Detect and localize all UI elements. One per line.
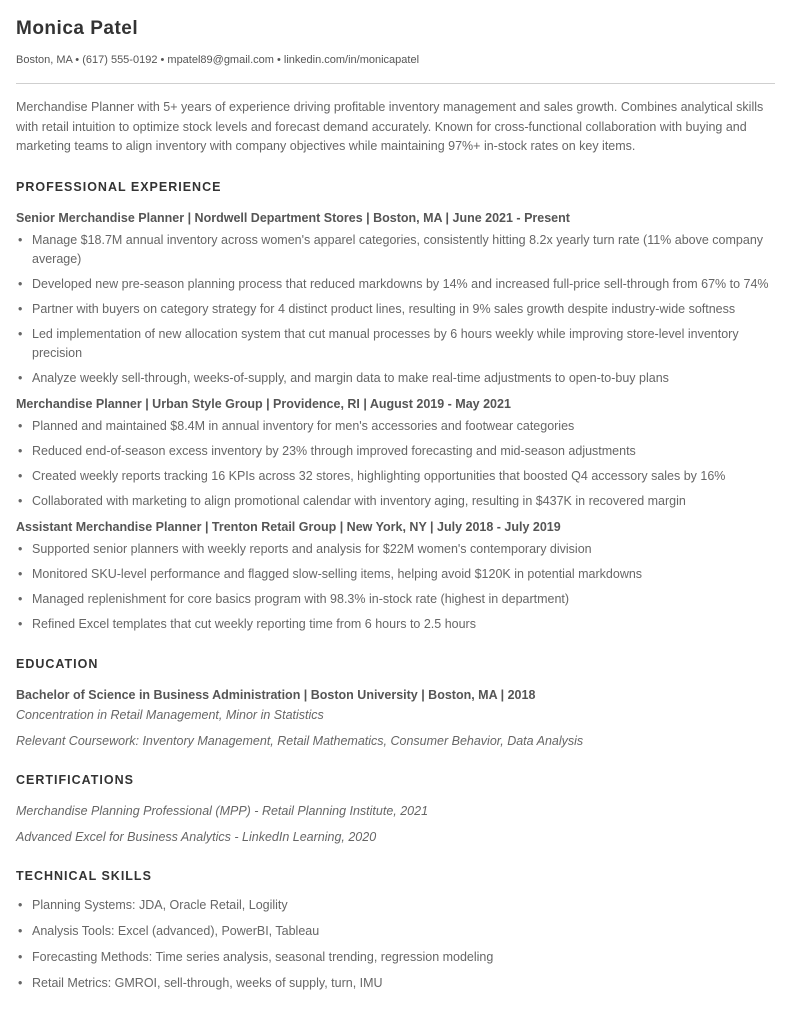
job-bullets — [16, 231, 775, 388]
education-heading: EDUCATION — [16, 656, 99, 671]
skill-item: • Forecasting Methods: Time series analysis, seasonal trending, regression modeling — [18, 949, 494, 964]
bullet-item: • Managed replenishment for core basics program with 98.3% in-stock rate (highest in department) — [18, 591, 570, 606]
job-title: Assistant Merchandise Planner | Trenton Retail Group | New York, NY | July 2018 - July 2019 — [16, 519, 561, 534]
skill-item: • Planning Systems: JDA, Oracle Retail, Logility — [18, 897, 288, 912]
bullet-item: • Partner with buyers on category strategy for 4 distinct product lines, resulting in 9% sales growth despite industry-wide softness — [18, 301, 736, 316]
degree-line: Bachelor of Science in Business Administration | Boston University | Boston, MA | 2018 — [16, 687, 536, 702]
bullet-item: • Reduced end-of-season excess inventory by 23% through improved forecasting and mid-season adjustments — [18, 443, 636, 458]
job-bullets — [16, 417, 775, 511]
bullet-item: • Led implementation of new allocation system that cut manual processes by 6 hours weekly while improving store-level inventory precision — [18, 326, 739, 360]
job-title: Merchandise Planner | Urban Style Group | Providence, RI | August 2019 - May 2021 — [16, 396, 511, 411]
certifications-heading: CERTIFICATIONS — [16, 772, 134, 787]
skill-item: • Retail Metrics: GMROI, sell-through, weeks of supply, turn, IMU — [18, 975, 383, 990]
bullet-item: • Developed new pre-season planning process that reduced markdowns by 14% and increased full-price sell-through from 67% to 74% — [18, 276, 769, 291]
bullet-item: • Manage $18.7M annual inventory across women's apparel categories, consistently hitting 8.2x yearly turn rate (11% above company average) — [18, 232, 764, 266]
bullet-item: • Analyze weekly sell-through, weeks-of-supply, and margin data to make real-time adjustments to open-to-buy plans — [18, 370, 669, 385]
certification-item: Merchandise Planning Professional (MPP) - Retail Planning Institute, 2021 — [16, 803, 429, 818]
header-divider — [16, 83, 775, 84]
bullet-item: • Supported senior planners with weekly reports and analysis for $22M women's contemporary division — [18, 541, 592, 556]
skill-item: • Analysis Tools: Excel (advanced), PowerBI, Tableau — [18, 923, 320, 938]
coursework-line: Relevant Coursework: Inventory Management, Retail Mathematics, Consumer Behavior, Data Analysis — [16, 733, 584, 748]
bullet-item: • Monitored SKU-level performance and flagged slow-selling items, helping avoid $120K in potential markdowns — [18, 566, 643, 581]
bullet-item: • Refined Excel templates that cut weekly reporting time from 6 hours to 2.5 hours — [18, 616, 476, 631]
bullet-item: • Planned and maintained $8.4M in annual inventory for men's accessories and footwear categories — [18, 418, 575, 433]
skills-heading: TECHNICAL SKILLS — [16, 868, 152, 883]
experience-heading: PROFESSIONAL EXPERIENCE — [16, 179, 222, 194]
job-bullets — [16, 540, 775, 634]
certification-item: Advanced Excel for Business Analytics - LinkedIn Learning, 2020 — [16, 829, 377, 844]
skills-bullets — [16, 896, 775, 993]
candidate-name: Monica Patel — [16, 18, 139, 39]
job-title: Senior Merchandise Planner | Nordwell Department Stores | Boston, MA | June 2021 - Present — [16, 210, 570, 225]
contact-info: Boston, MA • (617) 555-0192 • mpatel89@gmail.com • linkedin.com/in/monicapatel — [16, 54, 420, 66]
bullet-item: • Collaborated with marketing to align promotional calendar with inventory aging, resulting in $437K in recovered margin — [18, 493, 686, 508]
concentration-line: Concentration in Retail Management, Minor in Statistics — [16, 707, 324, 722]
summary-paragraph: Merchandise Planner with 5+ years of experience driving profitable inventory management and sales growth. Combines analytical skills with retail intuition to optimize stock levels and forecast demand accurately. Known for cross-functional collaboration with buying and marketing teams to align inventory with company objectives while maintaining 97%+ in-stock rates on key items. — [16, 100, 764, 153]
bullet-item: • Created weekly reports tracking 16 KPIs across 32 stores, highlighting opportunities that boosted Q4 accessory sales by 16% — [18, 468, 726, 483]
